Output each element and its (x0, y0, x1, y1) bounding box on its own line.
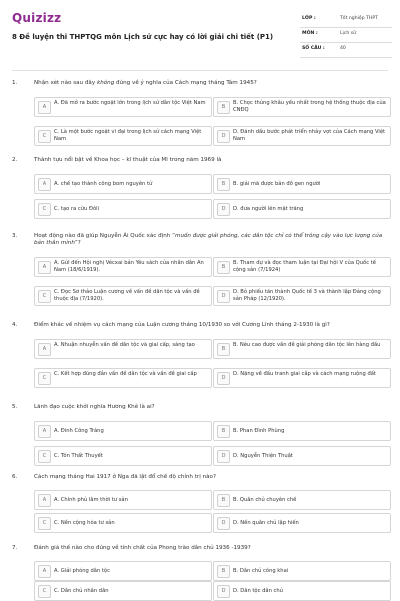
question-text-part: Lãnh đạo cuộc khởi nghĩa Hương Khê là ai? (34, 404, 155, 410)
option-text: A. Đinh Công Tráng (54, 428, 104, 434)
option-b[interactable] (213, 421, 391, 441)
option-letter: A (38, 565, 51, 578)
question-text-emphasis: muốn được giải phóng, các dân tộc chỉ có thể trông cậy vào lực lượng của bản thân mình (34, 233, 383, 247)
option-text: A. Giải phóng dân tộc (54, 568, 110, 574)
option-letter: C (38, 203, 51, 216)
option-c[interactable] (34, 581, 212, 601)
option-text: C. Dân chủ nhân dân (54, 588, 109, 594)
option-text: D. Nặng về đấu tranh giai cấp và cách mạng ruộng đất (233, 371, 376, 377)
option-d[interactable] (213, 581, 391, 601)
option-text: B. Chọc thủng khâu yếu nhất trong hệ thống thuộc địa của CNĐQ (233, 100, 386, 113)
worksheet-title: 8 Đề luyện thi THPTQG môn Lịch sử cực hay có lời giải chi tiết (P1) (12, 33, 274, 41)
option-a[interactable] (34, 421, 212, 441)
option-b[interactable] (213, 490, 391, 510)
option-letter: B (217, 178, 230, 191)
option-letter: D (217, 203, 230, 216)
option-b[interactable] (213, 174, 391, 194)
question-text-part: Nhận xét nào sau đây (34, 80, 97, 86)
option-letter: D (217, 517, 230, 530)
option-text: C. Là một bước ngoặt vĩ đại trong lịch sử cách mạng Việt Nam (54, 129, 202, 142)
option-d[interactable] (213, 199, 391, 219)
question-number: 7. (12, 545, 18, 551)
option-text: D. đưa người lên mặt trăng (233, 206, 304, 212)
option-letter: D (217, 372, 230, 385)
question-text-part: Điểm khác về nhiệm vụ cách mạng của Luận cương tháng 10/1930 so với Cương Lĩnh tháng 2-1930 là gì? (34, 322, 330, 328)
option-d[interactable] (213, 286, 391, 306)
meta-value: 40 (340, 46, 346, 51)
option-letter: C (38, 290, 51, 303)
question-text (34, 474, 384, 481)
question-text (34, 545, 384, 552)
question-number: 4. (12, 322, 18, 328)
question-text-emphasis: không (96, 80, 115, 86)
option-text: C. Tôn Thất Thuyết (54, 453, 103, 459)
option-text: D. Dân tộc dân chủ (233, 588, 283, 594)
question-number: 3. (12, 233, 18, 239)
option-text: D. Bỏ phiếu tán thành Quốc tế 3 và thành lập Đảng cộng sản Pháp (12/1920). (233, 289, 381, 302)
meta-value: Tốt nghiệp THPT (340, 16, 378, 21)
question-text (34, 157, 384, 164)
option-letter: D (217, 585, 230, 598)
option-text: C. Nền cộng hòa tư sản (54, 520, 115, 526)
option-text: A. Nhuận nhuyễn vấn đề dân tộc và giai cấp, sáng tạo (54, 342, 195, 348)
option-text: A. Đã mở ra bước ngoặt lớn trong lịch sử dân tộc Việt Nam (54, 100, 206, 106)
option-text: A. Gửi đến Hội nghị Vécxai bản Yêu sách của nhân dân An Nam (18/6/1919). (54, 260, 204, 273)
meta-row-count (300, 43, 392, 58)
option-text: C. Kết hợp đúng đắn vấn đề dân tộc và vấn đề giai cấp (54, 371, 197, 377)
option-letter: D (217, 130, 230, 143)
option-text: C. tạo ra cừu Đôli (54, 206, 100, 212)
option-c[interactable] (34, 513, 212, 533)
option-a[interactable] (34, 561, 212, 581)
option-text: B. Nêu cao được vấn đề giải phóng dân tộc lên hàng đầu (233, 342, 381, 348)
option-text: C. Đọc Sơ thảo Luận cương về vấn đề dân tộc và vấn đề thuộc địa (7/1920). (54, 289, 200, 302)
option-d[interactable] (213, 368, 391, 388)
question-text-part: ”? (74, 240, 81, 247)
header-divider (12, 70, 388, 71)
option-text: D. Nền quân chủ lập hiến (233, 520, 299, 526)
option-letter: C (38, 585, 51, 598)
option-letter: A (38, 425, 51, 438)
option-text: D. Nguyễn Thiện Thuật (233, 453, 293, 459)
option-a[interactable] (34, 257, 212, 277)
option-c[interactable] (34, 199, 212, 219)
question-text (34, 404, 384, 411)
option-c[interactable] (34, 126, 212, 146)
option-letter: B (217, 425, 230, 438)
option-letter: B (217, 261, 230, 274)
question-number: 5. (12, 404, 18, 410)
meta-row-subject (300, 28, 392, 43)
option-text: B. Tham dự và đọc tham luận tại Đại hội V của Quốc tế cộng sản (7/1924) (233, 260, 376, 273)
meta-key: LỚP : (302, 16, 316, 21)
option-text: A. Chính phủ lâm thời tư sản (54, 497, 128, 503)
question-text-part: Cách mạng tháng Hai 1917 ở Nga đã lật đổ chế độ chính trị nào? (34, 474, 216, 480)
option-letter: C (38, 450, 51, 463)
option-a[interactable] (34, 339, 212, 359)
option-letter: A (38, 101, 51, 114)
option-letter: C (38, 130, 51, 143)
option-text: B. Dân chủ công khai (233, 568, 289, 574)
option-b[interactable] (213, 257, 391, 277)
option-letter: A (38, 343, 51, 356)
option-letter: C (38, 372, 51, 385)
question-text-part: đúng về ý nghĩa của Cách mạng tháng Tám 1945? (114, 80, 257, 86)
question-text-part: Thành tựu nổi bật về Khoa học – kĩ thuật của Mĩ trong năm 1969 là (34, 157, 222, 163)
option-d[interactable] (213, 446, 391, 466)
meta-value: Lịch sử (340, 31, 357, 36)
option-letter: A (38, 261, 51, 274)
option-text: B. Phan Đình Phùng (233, 428, 285, 434)
question-text (34, 322, 384, 329)
option-letter: C (38, 517, 51, 530)
option-letter: D (217, 290, 230, 303)
option-d[interactable] (213, 513, 391, 533)
option-a[interactable] (34, 490, 212, 510)
option-letter: B (217, 101, 230, 114)
option-text: B. Quân chủ chuyên chế (233, 497, 297, 503)
option-c[interactable] (34, 368, 212, 388)
option-letter: A (38, 494, 51, 507)
option-letter: D (217, 450, 230, 463)
question-number: 1. (12, 80, 18, 86)
option-b[interactable] (213, 339, 391, 359)
meta-key: SỐ CÂU : (302, 46, 325, 51)
option-letter: B (217, 343, 230, 356)
meta-row-class (300, 13, 392, 28)
option-text: D. Đánh dấu bước phát triển nhảy vọt của Cách mạng Việt Nam (233, 129, 386, 142)
option-b[interactable] (213, 97, 391, 117)
question-number: 2. (12, 157, 18, 163)
meta-key: MÔN : (302, 31, 318, 36)
meta-table (300, 13, 392, 58)
option-a[interactable] (34, 174, 212, 194)
option-c[interactable] (34, 286, 212, 306)
option-text: B. giải mã được bản đồ gen người (233, 181, 321, 187)
option-c[interactable] (34, 446, 212, 466)
question-text (34, 80, 384, 87)
option-letter: A (38, 178, 51, 191)
option-a[interactable] (34, 97, 212, 117)
option-d[interactable] (213, 126, 391, 146)
question-number: 6. (12, 474, 18, 480)
quizizz-logo: Quizizz (12, 11, 62, 25)
option-letter: B (217, 494, 230, 507)
option-b[interactable] (213, 561, 391, 581)
question-text (34, 233, 384, 247)
question-text-part: Đánh giá thế nào cho đúng về tính chất của Phong trào dân chủ 1936 -1939? (34, 545, 251, 551)
option-text: A. chế tạo thành công bom nguyên tử (54, 181, 153, 187)
option-letter: B (217, 565, 230, 578)
question-text-part: Hoạt động nào đã giúp Nguyễn Ái Quốc xác định “ (34, 233, 175, 239)
worksheet-header (0, 0, 400, 66)
